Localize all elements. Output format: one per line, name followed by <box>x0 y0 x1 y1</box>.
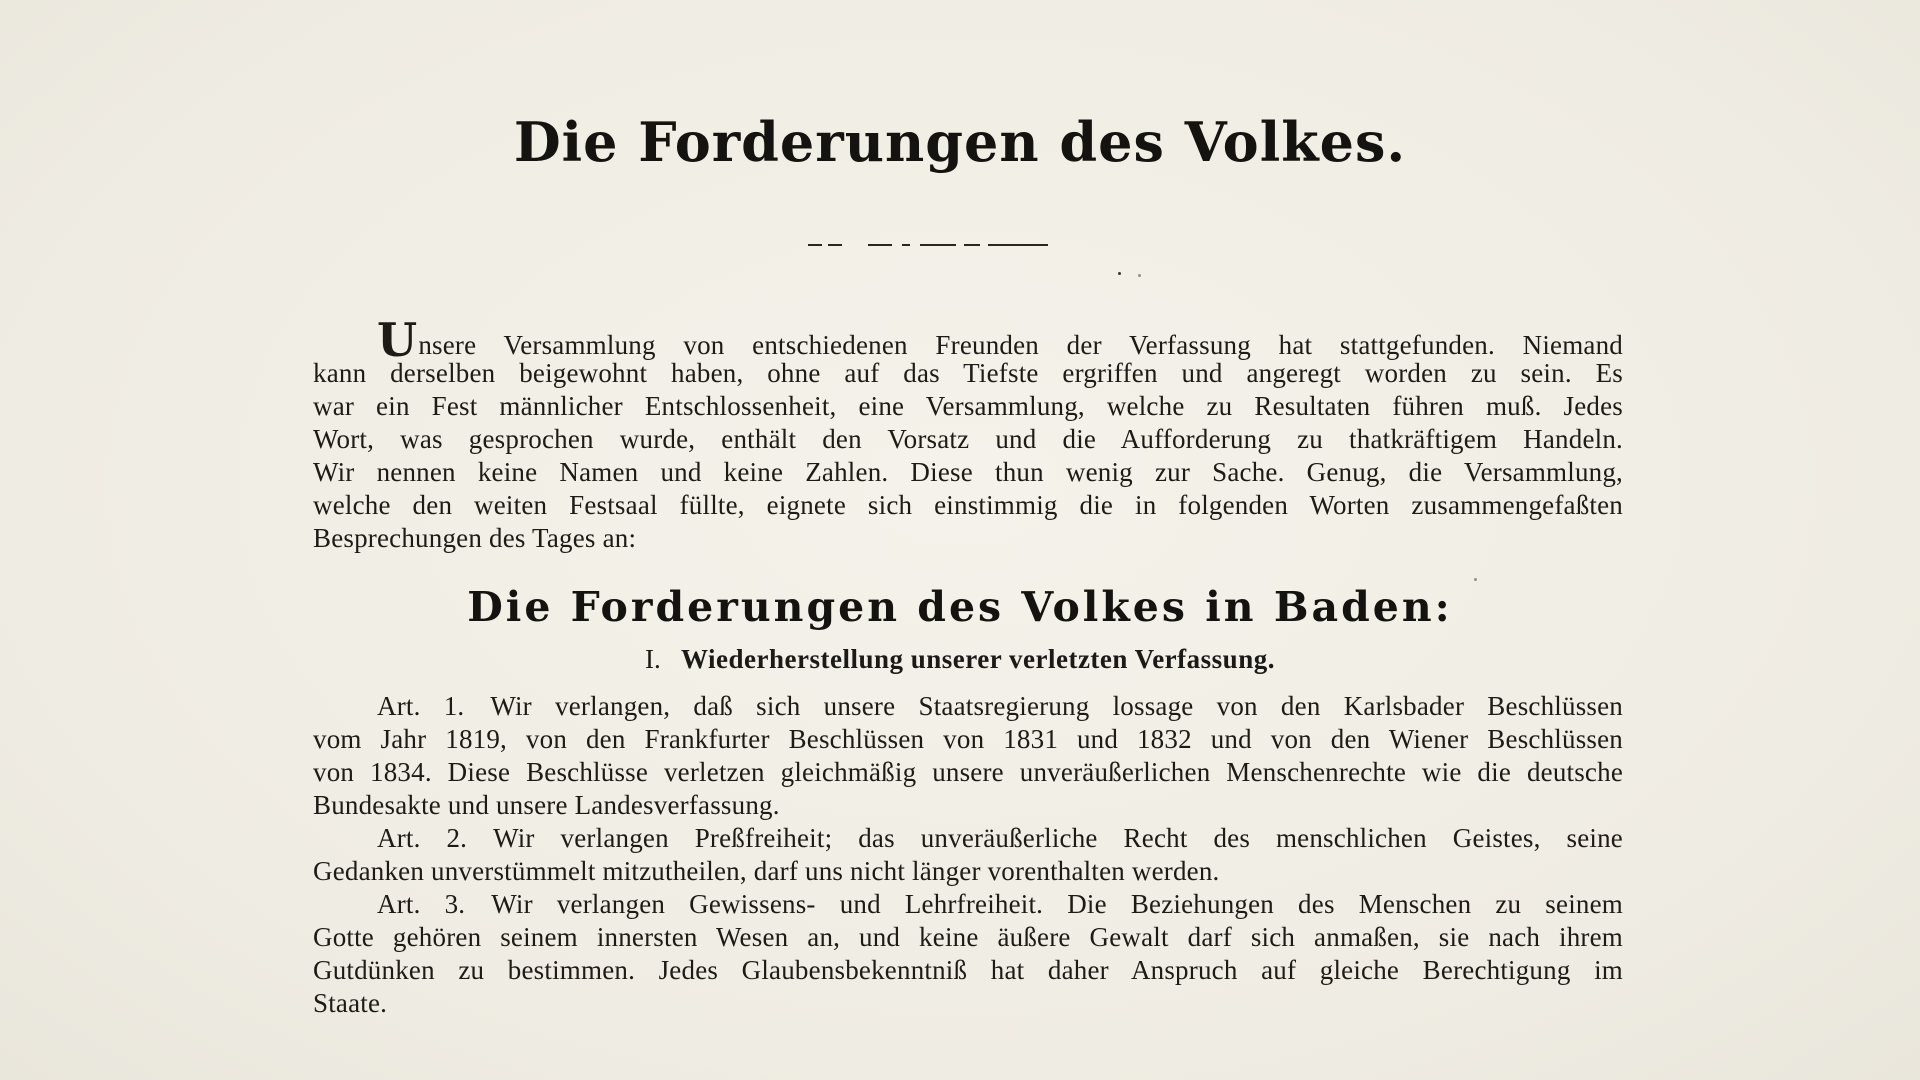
article-line: Gotte gehören seinem innersten Wesen an, und keine äußere Gewalt darf sich anmaßen, sie nach ihrem <box>313 922 1623 952</box>
intro-line: war ein Fest männlicher Entschlossenheit, eine Versammlung, welche zu Resultaten führen muß. Jedes <box>313 391 1623 421</box>
paper-speck <box>1138 274 1141 277</box>
section-number: I. <box>645 644 661 674</box>
article-label: Art. 2. <box>377 823 468 853</box>
intro-line: kann derselben beigewohnt haben, ohne auf das Tiefste ergriffen und angeregt worden zu sein. Es <box>313 358 1623 388</box>
article-line: vom Jahr 1819, von den Frankfurter Beschlüssen von 1831 und 1832 und von den Wiener Beschlüssen <box>313 724 1623 754</box>
drop-cap: U <box>377 313 418 367</box>
article-line: Bundesakte und unsere Landesverfassung. <box>313 790 780 820</box>
articles-list <box>313 690 1623 1020</box>
title-ornament-divider <box>808 240 1128 250</box>
intro-line: Unsere Versammlung von entschiedenen Freunden der Verfassung hat stattgefunden. Niemand <box>377 313 1623 367</box>
article-line: Staate. <box>313 988 388 1018</box>
article-line: Art. 2. Wir verlangen Preßfreiheit; das unveräußerliche Recht des menschlichen Geistes, seine <box>377 823 1623 853</box>
article-line: von 1834. Diese Beschlüsse verletzen gleichmäßig unsere unveräußerlichen Menschenrechte wie die deutsche <box>313 757 1623 787</box>
intro-paragraph <box>313 313 1623 555</box>
intro-line: welche den weiten Festsaal füllte, eignete sich einstimmig die in folgenden Worten zusammengefaßten <box>313 490 1623 520</box>
article-line: Gutdünken zu bestimmen. Jedes Glaubensbekenntniß hat daher Anspruch auf gleiche Berechtigung im <box>313 955 1623 985</box>
article-label: Art. 1. <box>377 691 465 721</box>
subsection-heading <box>0 644 1920 675</box>
article-line: Art. 3. Wir verlangen Gewissens- und Lehrfreiheit. Die Beziehungen des Menschen zu seinem <box>377 889 1623 919</box>
intro-line: Besprechungen des Tages an: <box>313 523 637 553</box>
paper-speck <box>1474 578 1477 581</box>
section-title: Wiederherstellung unserer verletzten Verfassung. <box>681 644 1275 674</box>
intro-line: Wir nennen keine Namen und keine Zahlen. Diese thun wenig zur Sache. Genug, die Versammlung, <box>313 457 1623 487</box>
article-line: Art. 1. Wir verlangen, daß sich unsere Staatsregierung lossage von den Karlsbader Beschlüssen <box>377 691 1623 721</box>
section-heading: Die Forderungen des Volkes in Baden: <box>467 583 1453 631</box>
article-label: Art. 3. <box>377 889 466 919</box>
article-line: Gedanken unverstümmelt mitzutheilen, darf uns nicht länger vorenthalten werden. <box>313 856 1220 886</box>
intro-line: Wort, was gesprochen wurde, enthält den Vorsatz und die Aufforderung zu thatkräftigem Handeln. <box>313 424 1623 454</box>
page-title: Die Forderungen des Volkes. <box>513 110 1407 174</box>
